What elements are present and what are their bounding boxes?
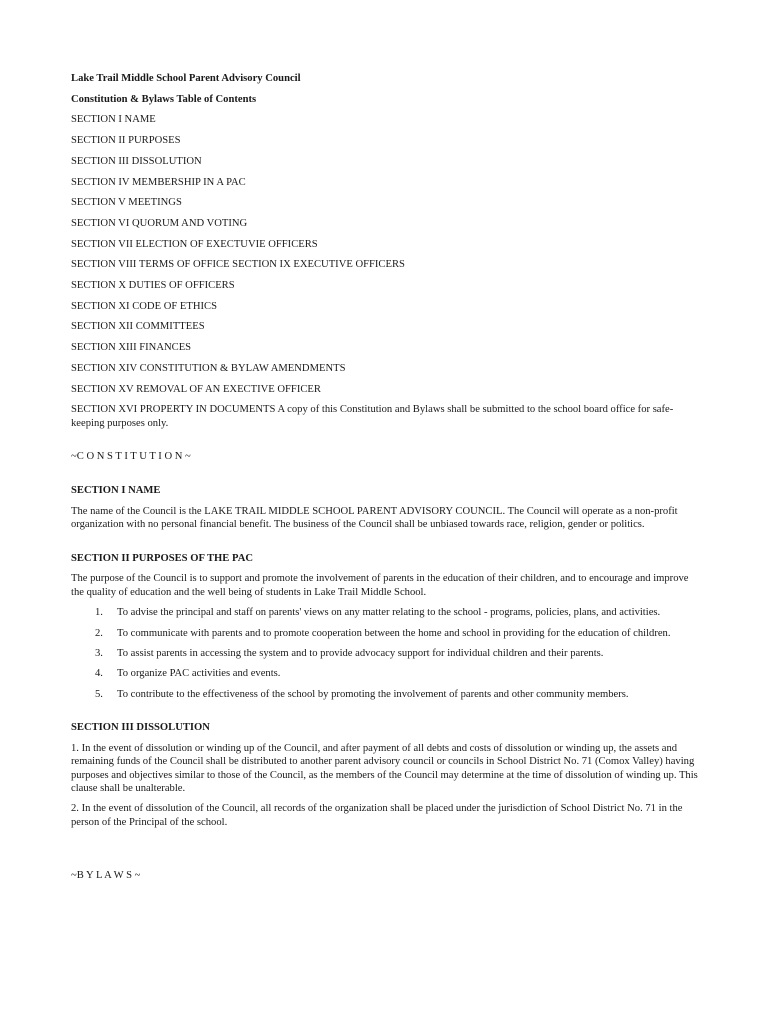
toc-item: SECTION I NAME [71, 114, 156, 126]
list-item [71, 627, 701, 640]
table-of-contents [71, 113, 701, 430]
list-item-text: To organize PAC activities and events. [117, 668, 281, 680]
list-item-text: To contribute to the effectiveness of the school by promoting the involvement of parents and other community members. [117, 688, 629, 700]
list-item-number: 3. [95, 647, 103, 659]
toc-item: SECTION V MEETINGS [71, 197, 182, 209]
list-item-text: To assist parents in accessing the system and to provide advocacy support for individual children and their parents. [117, 647, 604, 659]
list-item-number: 1. [95, 607, 103, 619]
toc-item: SECTION X DUTIES OF OFFICERS [71, 280, 235, 292]
bylaws-marker: ~B Y L A W S ~ [71, 870, 141, 882]
section-1-body: The name of the Council is the LAKE TRAIL MIDDLE SCHOOL PARENT ADVISORY COUNCIL. The Council will operate as a non-profit organization with no personal financial benefit. The business of the Council shall be unbiased towards race, religion, gender or politics. [71, 505, 678, 531]
toc-item: SECTION XI CODE OF ETHICS [71, 300, 217, 312]
list-item [71, 647, 701, 660]
purposes-list [71, 606, 701, 701]
list-item-text: To communicate with parents and to promote cooperation between the home and school in providing for the education of children. [117, 627, 671, 639]
toc-item: SECTION XIV CONSTITUTION & BYLAW AMENDMENTS [71, 362, 346, 374]
toc-heading: Constitution & Bylaws Table of Contents [71, 93, 257, 105]
list-item-number: 2. [95, 627, 103, 639]
section-2-heading: SECTION II PURPOSES OF THE PAC [71, 552, 253, 564]
toc-item: SECTION XVI PROPERTY IN DOCUMENTS A copy of this Constitution and Bylaws shall be submitted to the school board office for safe-keeping purposes only. [71, 404, 674, 429]
list-item-number: 5. [95, 688, 103, 700]
document-title: Lake Trail Middle School Parent Advisory Council [71, 73, 301, 84]
list-item [71, 667, 701, 680]
toc-item: SECTION III DISSOLUTION [71, 155, 202, 167]
section-2-body: The purpose of the Council is to support and promote the involvement of parents in the education of their children, and to encourage and improve the quality of education and the well being of students in Lake Trail Middle School. [71, 573, 689, 598]
toc-item: SECTION XII COMMITTEES [71, 321, 205, 333]
list-item-number: 4. [95, 668, 103, 680]
list-item [71, 688, 701, 701]
section-3-paragraph-1: 1. In the event of dissolution or winding up of the Council, and after payment of all debts and costs of dissolution or winding up, the assets and remaining funds of the Council shall be distributed to another parent advisory council or councils in School District No. 71 (Comox Valley) having purposes and objectives similar to those of the Council, as the members of the Council may determine at the time of dissolution of winding up. This clause shall be unalterable. [71, 742, 698, 795]
toc-item: SECTION VII ELECTION OF EXECTUVIE OFFICERS [71, 238, 318, 250]
toc-item: SECTION IV MEMBERSHIP IN A PAC [71, 176, 246, 188]
toc-item: SECTION VI QUORUM AND VOTING [71, 217, 248, 229]
constitution-marker: ~C O N S T I T U T I O N ~ [71, 451, 191, 463]
document-page [71, 72, 701, 890]
toc-item: SECTION VIII TERMS OF OFFICE SECTION IX EXECUTIVE OFFICERS [71, 259, 405, 271]
section-3-paragraph-2: 2. In the event of dissolution of the Council, all records of the organization shall be placed under the jurisdiction of School District No. 71 in the person of the Principal of the school. [71, 803, 683, 828]
section-3-heading: SECTION III DISSOLUTION [71, 722, 210, 734]
toc-item: SECTION II PURPOSES [71, 135, 181, 147]
toc-item: SECTION XIII FINANCES [71, 342, 192, 354]
list-item-text: To advise the principal and staff on parents' views on any matter relating to the school - programs, policies, plans, and activities. [117, 607, 661, 619]
list-item [71, 606, 701, 619]
section-1-heading: SECTION I NAME [71, 485, 161, 497]
toc-item: SECTION XV REMOVAL OF AN EXECTIVE OFFICER [71, 383, 321, 395]
